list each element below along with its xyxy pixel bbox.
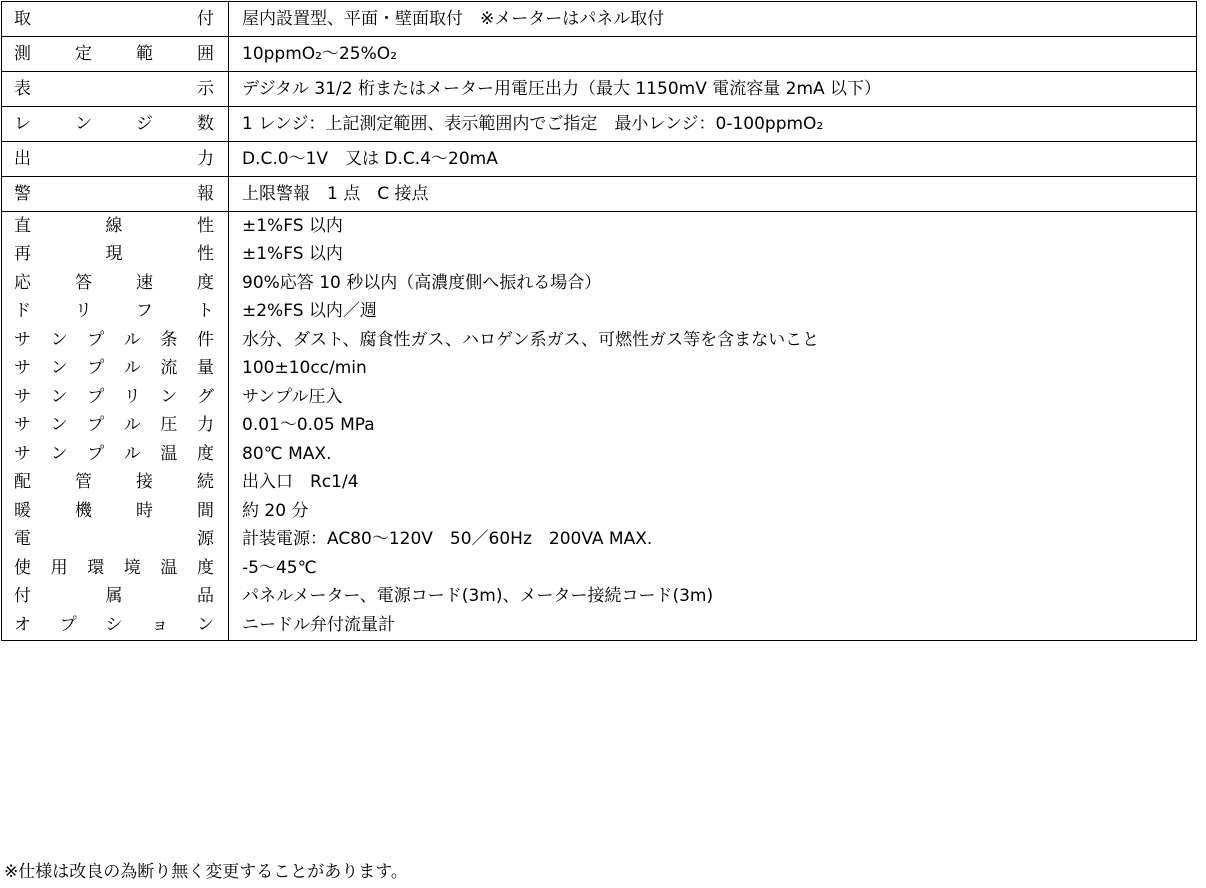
spec-table — [1, 1, 1197, 641]
spec-label-text: 警 報 — [14, 183, 214, 204]
spec-label-text: 付 属 品 — [14, 586, 214, 607]
spec-label — [2, 2, 229, 37]
spec-label — [2, 355, 229, 384]
spec-value: 90%応答 10 秒以内（高濃度側へ振れる場合） — [229, 269, 1197, 298]
spec-label — [2, 107, 229, 142]
spec-row — [2, 241, 1197, 270]
spec-row — [2, 469, 1197, 498]
spec-value: 約 20 分 — [229, 497, 1197, 526]
spec-value: パネルメーター、電源コード(3m)、メーター接続コード(3m) — [229, 583, 1197, 612]
spec-label-text: 直 線 性 — [14, 215, 214, 236]
spec-label-text: 配 管 接 続 — [14, 472, 214, 493]
spec-label-text: サ ン プ ル 温 度 — [14, 443, 214, 464]
spec-label — [2, 412, 229, 441]
spec-label — [2, 440, 229, 469]
spec-value: 計装電源：AC80〜120V 50／60Hz 200VA MAX. — [229, 526, 1197, 555]
spec-value: 屋内設置型、平面・壁面取付 ※メーターはパネル取付 — [229, 2, 1197, 37]
spec-label — [2, 526, 229, 555]
spec-row — [2, 611, 1197, 640]
spec-row — [2, 37, 1197, 72]
spec-row — [2, 440, 1197, 469]
spec-row — [2, 526, 1197, 555]
spec-label — [2, 142, 229, 177]
spec-row — [2, 355, 1197, 384]
spec-row — [2, 497, 1197, 526]
spec-value: 100±10cc/min — [229, 355, 1197, 384]
spec-label — [2, 269, 229, 298]
spec-value: 10ppmO₂〜25%O₂ — [229, 37, 1197, 72]
spec-row — [2, 326, 1197, 355]
spec-label-text: サ ン プ ル 流 量 — [14, 358, 214, 379]
spec-label-text: 使 用 環 境 温 度 — [14, 557, 214, 578]
spec-row — [2, 298, 1197, 327]
spec-label — [2, 583, 229, 612]
spec-label — [2, 497, 229, 526]
spec-row — [2, 72, 1197, 107]
spec-value: 出入口 Rc1/4 — [229, 469, 1197, 498]
footnote: ※仕様は改良の為断り無く変更することがあります。 — [4, 862, 408, 882]
spec-row — [2, 2, 1197, 37]
spec-value: -5〜45℃ — [229, 554, 1197, 583]
spec-label — [2, 37, 229, 72]
spec-row — [2, 583, 1197, 612]
spec-value: ニードル弁付流量計 — [229, 611, 1197, 640]
spec-label — [2, 554, 229, 583]
spec-label-text: オ プ シ ョ ン — [14, 614, 214, 635]
spec-label-text: 暖 機 時 間 — [14, 500, 214, 521]
spec-label-text: サ ン プ リ ン グ — [14, 386, 214, 407]
spec-label — [2, 72, 229, 107]
spec-row — [2, 554, 1197, 583]
spec-label-text: サ ン プ ル 圧 力 — [14, 415, 214, 436]
spec-label — [2, 469, 229, 498]
spec-label-text: ド リ フ ト — [14, 301, 214, 322]
spec-label-text: 再 現 性 — [14, 244, 214, 265]
spec-label-text: 取 付 — [14, 8, 214, 29]
spec-label-text: 表 示 — [14, 78, 214, 99]
spec-row — [2, 177, 1197, 212]
spec-label-text: 応 答 速 度 — [14, 272, 214, 293]
spec-value: ±1%FS 以内 — [229, 212, 1197, 241]
spec-table-body — [2, 2, 1197, 641]
spec-value: デジタル 31/2 桁またはメーター用電圧出力（最大 1150mV 電流容量 2mA 以下） — [229, 72, 1197, 107]
spec-label — [2, 177, 229, 212]
spec-row — [2, 107, 1197, 142]
spec-value: 水分、ダスト、腐食性ガス、ハロゲン系ガス、可燃性ガス等を含まないこと — [229, 326, 1197, 355]
spec-value: 0.01〜0.05 MPa — [229, 412, 1197, 441]
spec-label — [2, 326, 229, 355]
spec-value: 上限警報 1 点 C 接点 — [229, 177, 1197, 212]
spec-label — [2, 611, 229, 640]
spec-row — [2, 212, 1197, 241]
spec-label-text: 電 源 — [14, 529, 214, 550]
spec-value: サンプル圧入 — [229, 383, 1197, 412]
spec-row — [2, 383, 1197, 412]
spec-value: D.C.0〜1V 又は D.C.4〜20mA — [229, 142, 1197, 177]
spec-label — [2, 298, 229, 327]
spec-label-text: サ ン プ ル 条 件 — [14, 329, 214, 350]
spec-label-text: 測 定 範 囲 — [14, 43, 214, 64]
spec-value: 80℃ MAX. — [229, 440, 1197, 469]
spec-label-text: 出 力 — [14, 148, 214, 169]
spec-label — [2, 241, 229, 270]
spec-value: ±2%FS 以内／週 — [229, 298, 1197, 327]
spec-row — [2, 142, 1197, 177]
spec-row — [2, 412, 1197, 441]
spec-label-text: レ ン ジ 数 — [14, 113, 214, 134]
spec-value: 1 レンジ：上記測定範囲、表示範囲内でご指定 最小レンジ：0-100ppmO₂ — [229, 107, 1197, 142]
spec-row — [2, 269, 1197, 298]
spec-label — [2, 383, 229, 412]
spec-label — [2, 212, 229, 241]
spec-value: ±1%FS 以内 — [229, 241, 1197, 270]
